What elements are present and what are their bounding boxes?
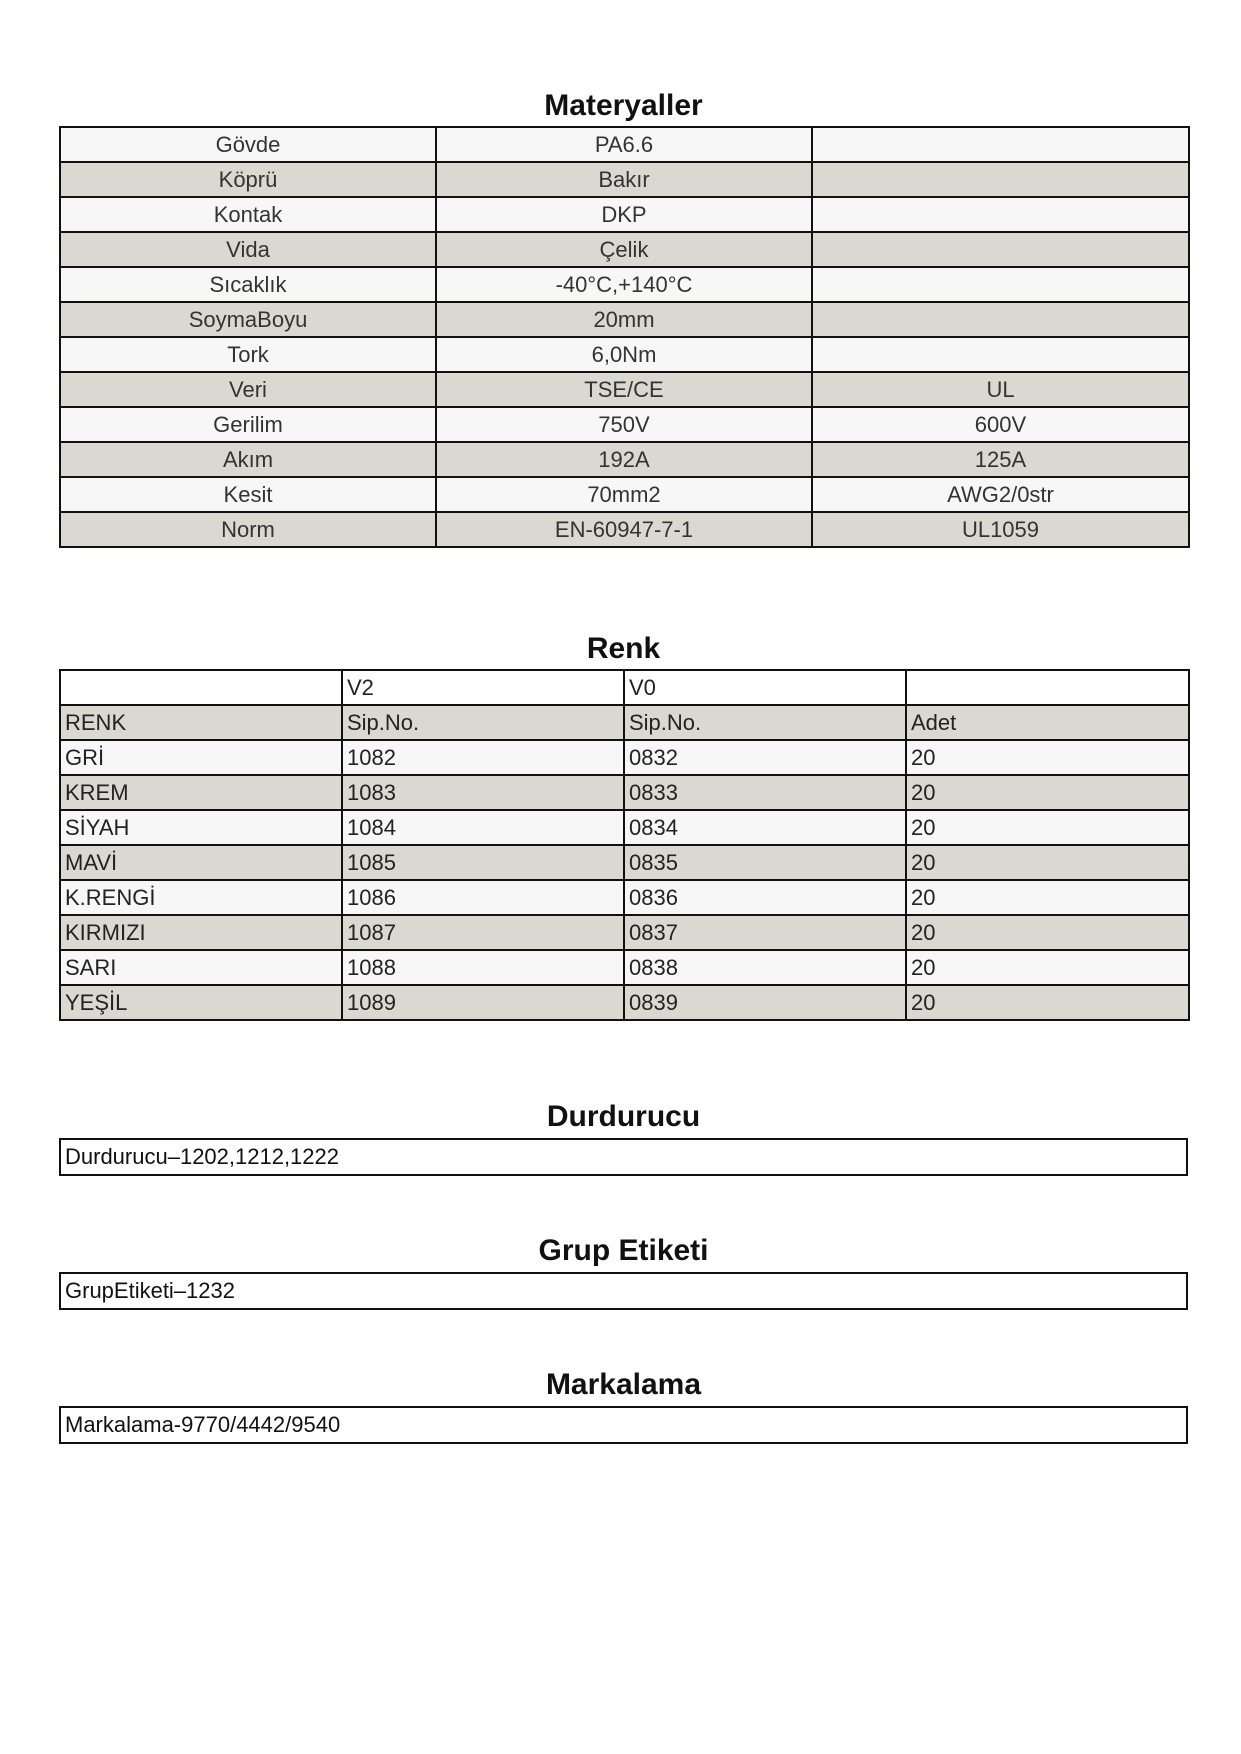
material-value: DKP: [436, 197, 812, 232]
materials-table: [59, 126, 1190, 548]
material-property: Gövde: [60, 127, 436, 162]
material-property: Akım: [60, 442, 436, 477]
quantity: 20: [906, 985, 1189, 1020]
color-name: K.RENGİ: [60, 880, 342, 915]
material-value: 750V: [436, 407, 812, 442]
table-row: [60, 337, 1189, 372]
table-row: [60, 512, 1189, 547]
color-name: GRİ: [60, 740, 342, 775]
table-row: [60, 372, 1189, 407]
material-extra: [812, 197, 1189, 232]
order-no-v2: 1083: [342, 775, 624, 810]
subheader-cell: Sip.No.: [342, 705, 624, 740]
color-name: SARI: [60, 950, 342, 985]
material-extra: [812, 337, 1189, 372]
quantity: 20: [906, 740, 1189, 775]
color-name: MAVİ: [60, 845, 342, 880]
material-property: Veri: [60, 372, 436, 407]
quantity: 20: [906, 775, 1189, 810]
order-no-v2: 1084: [342, 810, 624, 845]
table-row: [60, 442, 1189, 477]
material-property: Norm: [60, 512, 436, 547]
markalama-value: Markalama-9770/4442/9540: [59, 1406, 1188, 1444]
material-extra: [812, 162, 1189, 197]
material-extra: AWG2/0str: [812, 477, 1189, 512]
color-name: KREM: [60, 775, 342, 810]
materials-title: Materyaller: [544, 89, 703, 122]
markalama-title: Markalama: [545, 1368, 702, 1401]
grup-etiketi-title: Grup Etiketi: [538, 1234, 709, 1267]
material-property: Vida: [60, 232, 436, 267]
durdurucu-title: Durdurucu: [546, 1100, 701, 1133]
order-no-v0: 0839: [624, 985, 906, 1020]
material-value: Çelik: [436, 232, 812, 267]
order-no-v0: 0838: [624, 950, 906, 985]
table-header-row: [60, 670, 1189, 705]
table-row: [60, 740, 1189, 775]
material-property: SoymaBoyu: [60, 302, 436, 337]
material-extra: [812, 232, 1189, 267]
material-value: TSE/CE: [436, 372, 812, 407]
order-no-v0: 0837: [624, 915, 906, 950]
table-row: [60, 880, 1189, 915]
material-value: 20mm: [436, 302, 812, 337]
table-row: [60, 302, 1189, 337]
table-row: [60, 810, 1189, 845]
header-cell: [60, 670, 342, 705]
table-subheader-row: [60, 705, 1189, 740]
header-cell: V2: [342, 670, 624, 705]
material-property: Kesit: [60, 477, 436, 512]
material-property: Kontak: [60, 197, 436, 232]
order-no-v0: 0834: [624, 810, 906, 845]
order-no-v2: 1088: [342, 950, 624, 985]
table-row: [60, 985, 1189, 1020]
material-value: 192A: [436, 442, 812, 477]
table-row: [60, 775, 1189, 810]
table-row: [60, 267, 1189, 302]
quantity: 20: [906, 950, 1189, 985]
order-no-v2: 1087: [342, 915, 624, 950]
order-no-v2: 1089: [342, 985, 624, 1020]
material-value: 6,0Nm: [436, 337, 812, 372]
material-extra: [812, 267, 1189, 302]
material-value: EN-60947-7-1: [436, 512, 812, 547]
material-value: 70mm2: [436, 477, 812, 512]
renk-table: [59, 669, 1190, 1021]
grup-etiketi-value: GrupEtiketi–1232: [59, 1272, 1188, 1310]
material-extra: UL1059: [812, 512, 1189, 547]
material-property: Köprü: [60, 162, 436, 197]
order-no-v2: 1085: [342, 845, 624, 880]
subheader-cell: Adet: [906, 705, 1189, 740]
color-name: SİYAH: [60, 810, 342, 845]
quantity: 20: [906, 880, 1189, 915]
table-row: [60, 197, 1189, 232]
order-no-v0: 0835: [624, 845, 906, 880]
material-extra: UL: [812, 372, 1189, 407]
material-extra: [812, 127, 1189, 162]
table-row: [60, 127, 1189, 162]
quantity: 20: [906, 915, 1189, 950]
material-extra: [812, 302, 1189, 337]
material-property: Tork: [60, 337, 436, 372]
quantity: 20: [906, 845, 1189, 880]
order-no-v2: 1086: [342, 880, 624, 915]
table-row: [60, 232, 1189, 267]
color-name: KIRMIZI: [60, 915, 342, 950]
color-name: YEŞİL: [60, 985, 342, 1020]
material-value: PA6.6: [436, 127, 812, 162]
durdurucu-value: Durdurucu–1202,1212,1222: [59, 1138, 1188, 1176]
material-value: Bakır: [436, 162, 812, 197]
subheader-cell: Sip.No.: [624, 705, 906, 740]
table-row: [60, 915, 1189, 950]
order-no-v2: 1082: [342, 740, 624, 775]
table-row: [60, 407, 1189, 442]
order-no-v0: 0836: [624, 880, 906, 915]
material-value: -40°C,+140°C: [436, 267, 812, 302]
header-cell: V0: [624, 670, 906, 705]
table-row: [60, 477, 1189, 512]
material-extra: 125A: [812, 442, 1189, 477]
material-extra: 600V: [812, 407, 1189, 442]
material-property: Gerilim: [60, 407, 436, 442]
table-row: [60, 162, 1189, 197]
subheader-cell: RENK: [60, 705, 342, 740]
table-row: [60, 950, 1189, 985]
order-no-v0: 0832: [624, 740, 906, 775]
material-property: Sıcaklık: [60, 267, 436, 302]
header-cell: [906, 670, 1189, 705]
order-no-v0: 0833: [624, 775, 906, 810]
table-row: [60, 845, 1189, 880]
renk-title: Renk: [586, 632, 661, 665]
quantity: 20: [906, 810, 1189, 845]
